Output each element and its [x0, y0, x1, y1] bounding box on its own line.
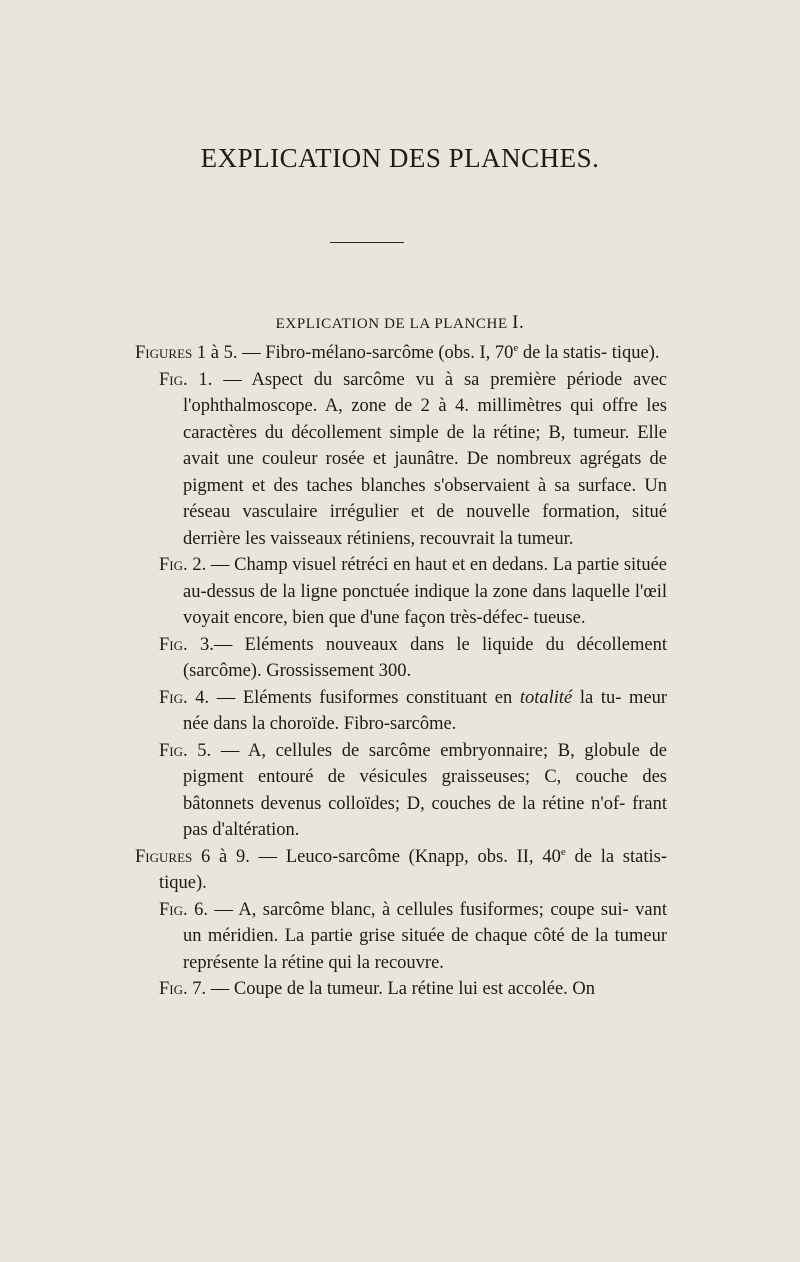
page-title: EXPLICATION DES PLANCHES.: [200, 143, 600, 173]
title-divider: [330, 242, 404, 243]
fig-2-caption: Fig. 2. — Champ visuel rétréci en haut et en dedans. La partie située au-dessus de la ligne ponctuée indique la zone dans laquelle l'œil voyait encore, bien que d'une façon très-défec- tueuse.: [159, 555, 667, 628]
figures-group-1-5: Figures 1 à 5. — Fibro-mélano-sarcôme (obs. I, 70e de la statis- tique).: [135, 341, 660, 363]
fig-1-caption: Fig. 1. — Aspect du sarcôme vu à sa première période avec l'ophthalmoscope. A, zone de 2 à 4. millimètres qui offre les caractères du décollement simple de la rétine; B, tumeur. Elle avait une couleur rosée et jaunâtre. De nombreux agrégats de pigment et des taches blanches s'observaient à sa surface. Un réseau vasculaire irrégulier et de nouvelle formation, situé derrière les vaisseaux rétiniens, recouvrait la tumeur.: [159, 369, 667, 549]
fig-3-caption: Fig. 3.— Eléments nouveaux dans le liquide du décollement (sarcôme). Grossissement 300.: [159, 634, 667, 681]
fig-6-caption: Fig. 6. — A, sarcôme blanc, à cellules fusiformes; coupe sui- vant un méridien. La partie grise située de chaque côté de la tumeur représente la rétine qui la recouvre.: [159, 899, 667, 973]
plate-explanations: [135, 340, 667, 1003]
fig-4-caption: Fig. 4. — Eléments fusiformes constituant en totalité la tu- meur née dans la choroïde. Fibro-sarcôme.: [159, 687, 668, 734]
figures-group-6-9: Figures 6 à 9. — Leuco-sarcôme (Knapp, obs. II, 40e de la statis- tique).: [135, 845, 667, 893]
fig-7-caption: Fig. 7. — Coupe de la tumeur. La rétine lui est accolée. On: [159, 979, 596, 999]
section-subtitle: [0, 312, 800, 334]
subtitle-numeral: I.: [512, 312, 525, 333]
subtitle-text: EXPLICATION DE LA PLANCHE: [275, 316, 508, 332]
fig-5-caption: Fig. 5. — A, cellules de sarcôme embryonnaire; B, globule de pigment entouré de vésicules graisseuses; C, couche des bâtonnets devenus colloïdes; D, couches de la rétine n'of- frant pas d'altération.: [159, 740, 667, 840]
